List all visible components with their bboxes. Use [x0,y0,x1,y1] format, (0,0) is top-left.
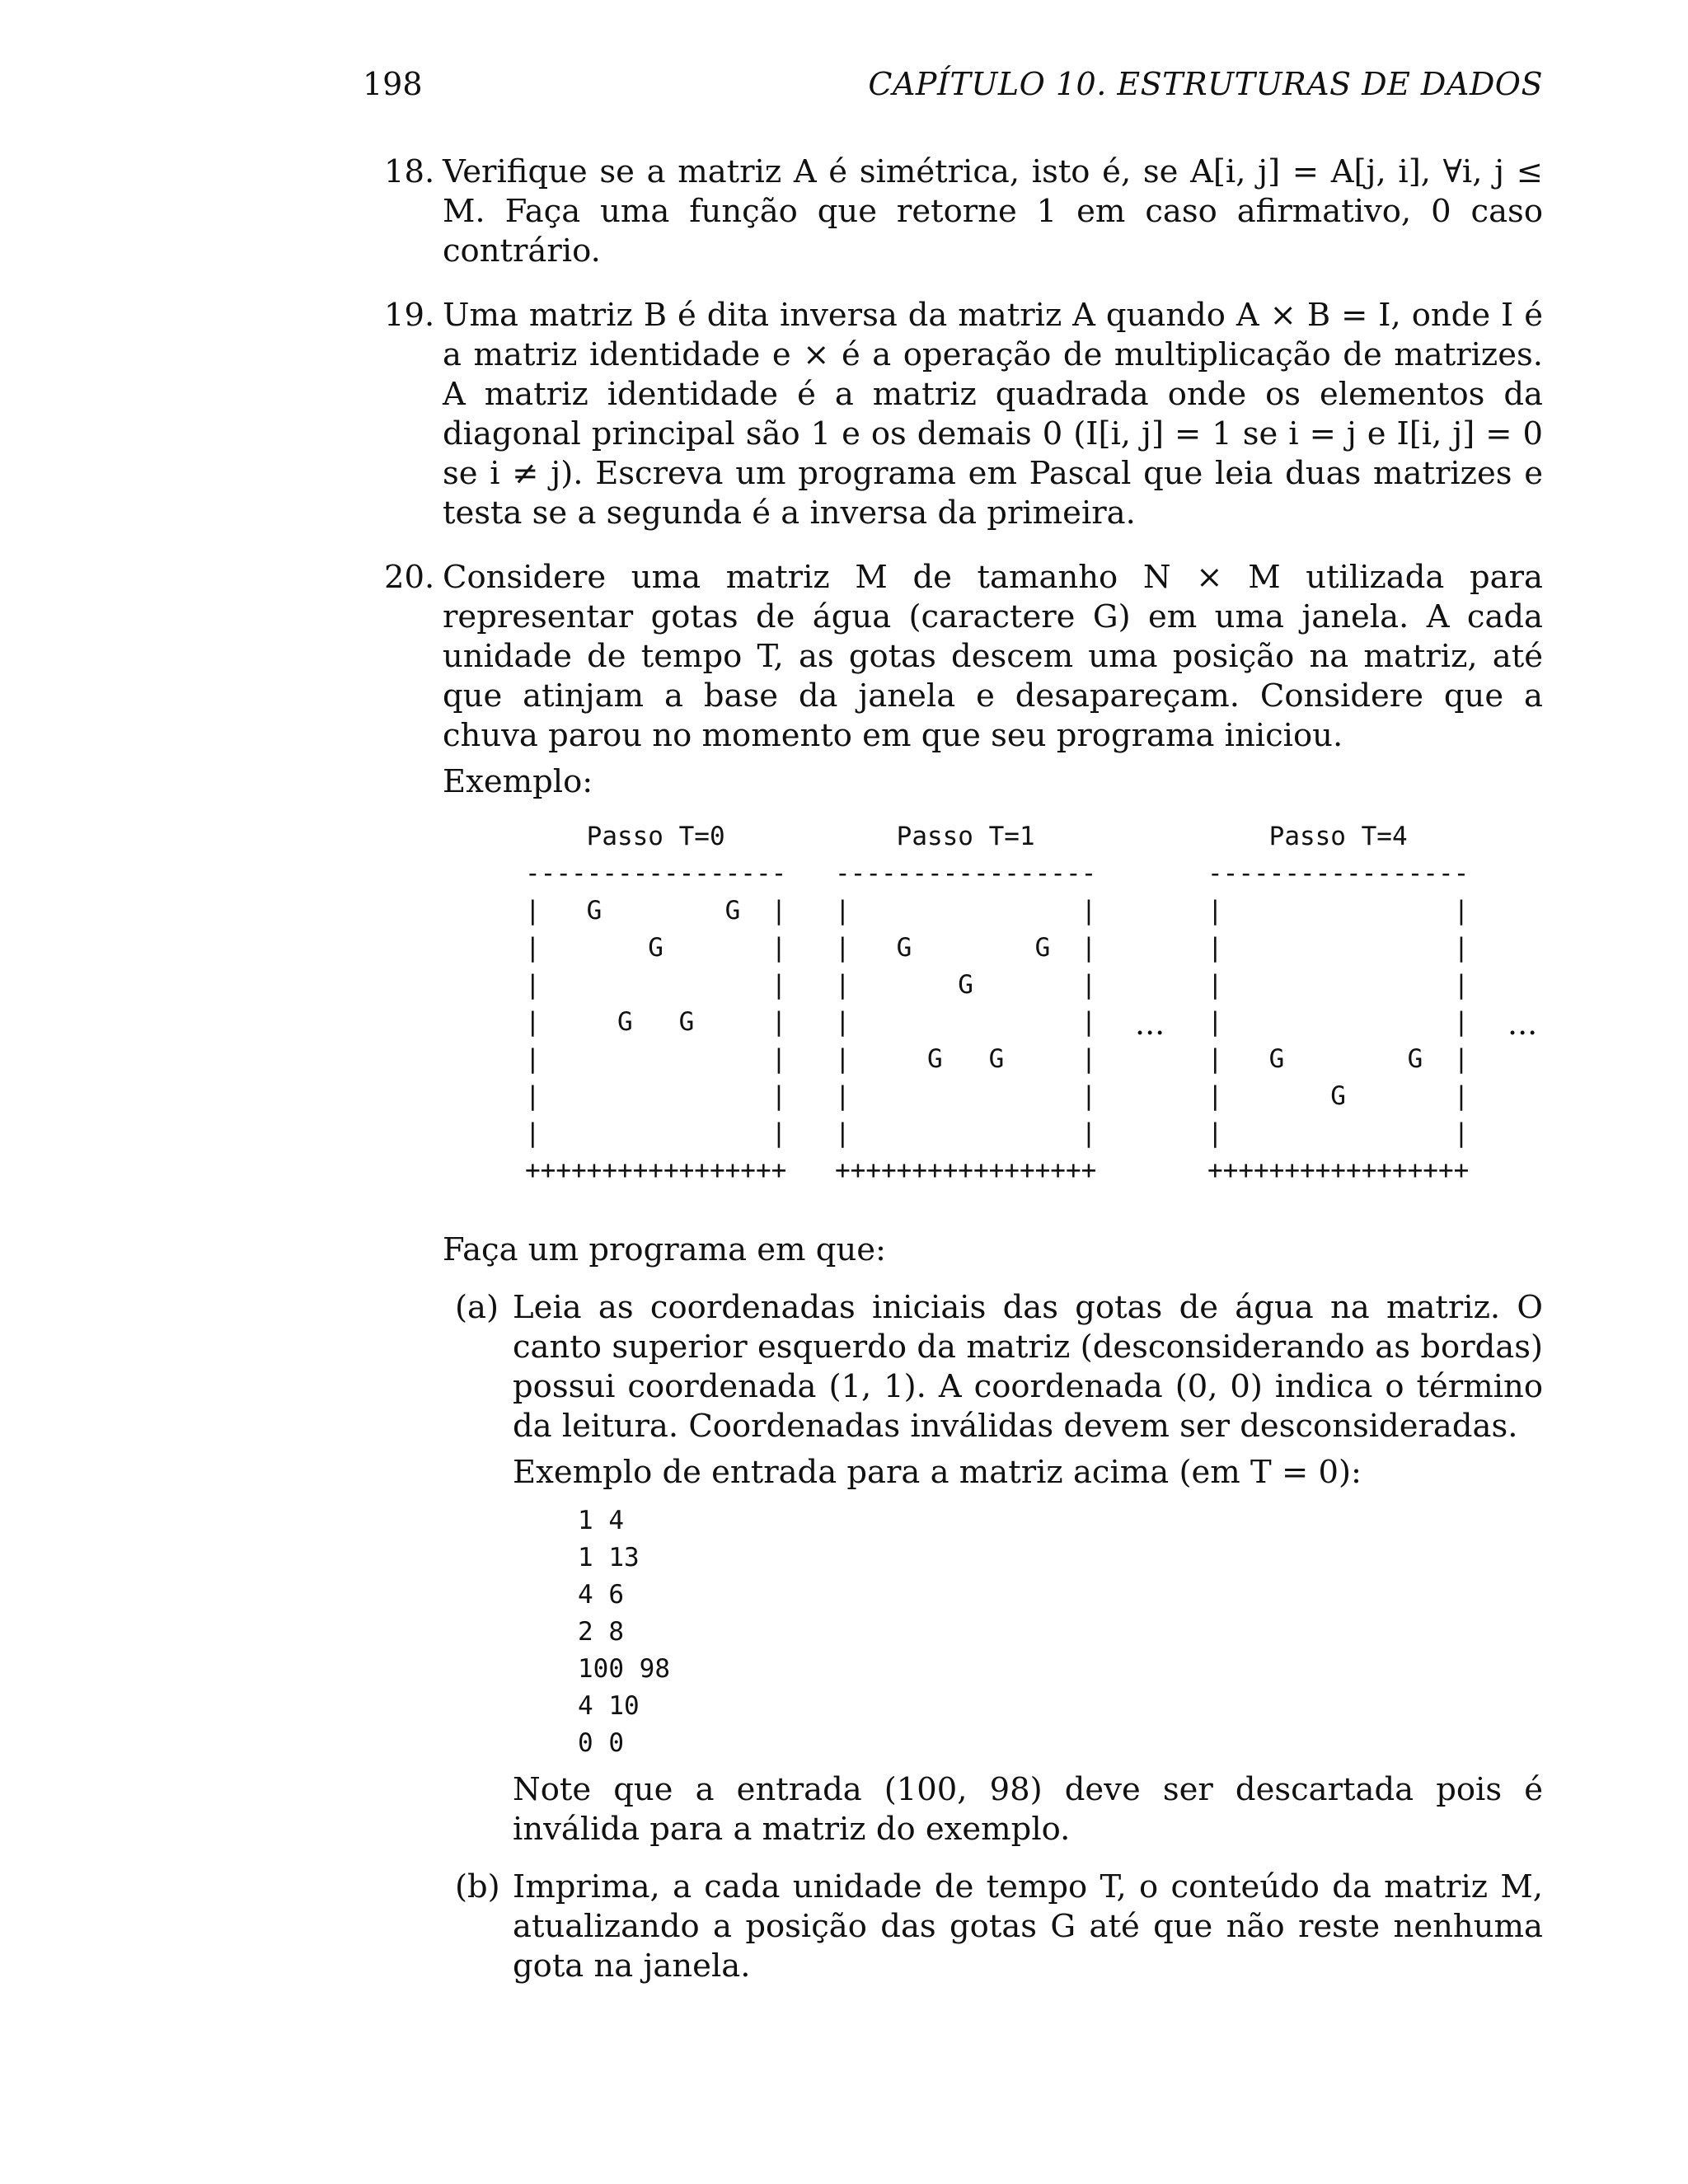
subitem-label: (b) [455,1868,500,1905]
subitem-b [443,1868,1543,1986]
subitem-text: Leia as coordenadas iniciais das gotas de água na matriz. O canto superior esquerdo da matriz (desconsiderando as bordas) possui coordenada (1, 1). A coordenada (0, 0) indica o término da leitura. Coordenadas inválidas devem ser desconsideradas. [513,1289,1543,1445]
input-line: 4 6 [578,1580,624,1610]
input-line: 100 98 [578,1654,670,1684]
exercise-text: Verifique se a matriz A é simétrica, isto é, se A[i, j] = A[j, i], ∀i, j ≤ M. Faça uma função que retorne 1 em caso afirmativo, 0 caso contrário. [443,153,1543,269]
input-example [578,1502,1543,1762]
input-line: 2 8 [578,1617,624,1647]
step-t0 [525,818,786,1189]
step-t1 [835,818,1096,1189]
page-content [384,152,1543,2011]
input-line: 1 13 [578,1543,640,1572]
step-grid: ----------------- | | | | | | | | | G G | | G | | | +++++++++++++++++ [1207,859,1470,1185]
ellipsis: ... [1135,1005,1165,1042]
page-number: 198 [363,66,423,102]
subitem-a [443,1288,1543,1849]
exercise-text: Considere uma matriz M de tamanho N × M utilizada para representar gotas de água (caractere G) em uma janela. A cada unidade de tempo T, as gotas descem uma posição na matriz, até que atinjam a base da janela e desapareçam. Considere que a chuva parou no momento em que seu programa iniciou. [443,559,1543,754]
step-t4 [1207,818,1469,1189]
ellipsis: ... [1507,1005,1538,1042]
page-header [363,66,1543,115]
exercise-number: 19. [384,297,435,334]
exercise-text: Uma matriz B é dita inversa da matriz A quando A × B = I, onde I é a matriz identidade e × é a operação de multiplicação de matrizes. A matriz identidade é a matriz quadrada onde os elementos da diagonal principal são 1 e os demais 0 (I[i, j] = 1 se i = j e I[i, j] = 0 se i ≠ j). Escreva um programa em Pascal que leia duas matrizes e testa se a segunda é a inversa da primeira. [443,297,1543,532]
input-example-label: Exemplo de entrada para a matriz acima (em T = 0): [513,1454,1362,1491]
exercise-number: 20. [384,559,435,596]
input-line: 0 0 [578,1728,624,1758]
exercise-18 [384,152,1543,271]
exercise-19 [384,296,1543,533]
subitem-label: (a) [455,1289,499,1326]
subitem-text: Imprima, a cada unidade de tempo T, o conteúdo da matriz M, atualizando a posição das gotas G até que não reste nenhuma gota na janela. [513,1868,1543,1985]
task-intro: Faça um programa em que: [443,1231,887,1268]
step-grid: ----------------- | | | G G | | G | | | | G G | | | | | +++++++++++++++++ [835,859,1097,1185]
example-label: Exemplo: [443,763,593,800]
exercise-number: 18. [384,153,435,190]
step-grid: ----------------- | G G | | G | | | | G G | | | | | | | +++++++++++++++++ [525,859,787,1185]
step-title: Passo T=1 [835,822,1035,851]
exercise-20 [384,558,1543,1986]
chapter-title: CAPÍTULO 10. ESTRUTURAS DE DADOS [868,66,1543,102]
input-line: 4 10 [578,1691,640,1721]
step-title: Passo T=4 [1207,822,1408,851]
input-note: Note que a entrada (100, 98) deve ser descartada pois é inválida para a matriz do exemplo. [513,1771,1543,1848]
rain-simulation-example [443,818,1543,1230]
step-title: Passo T=0 [525,822,725,851]
input-line: 1 4 [578,1506,624,1535]
